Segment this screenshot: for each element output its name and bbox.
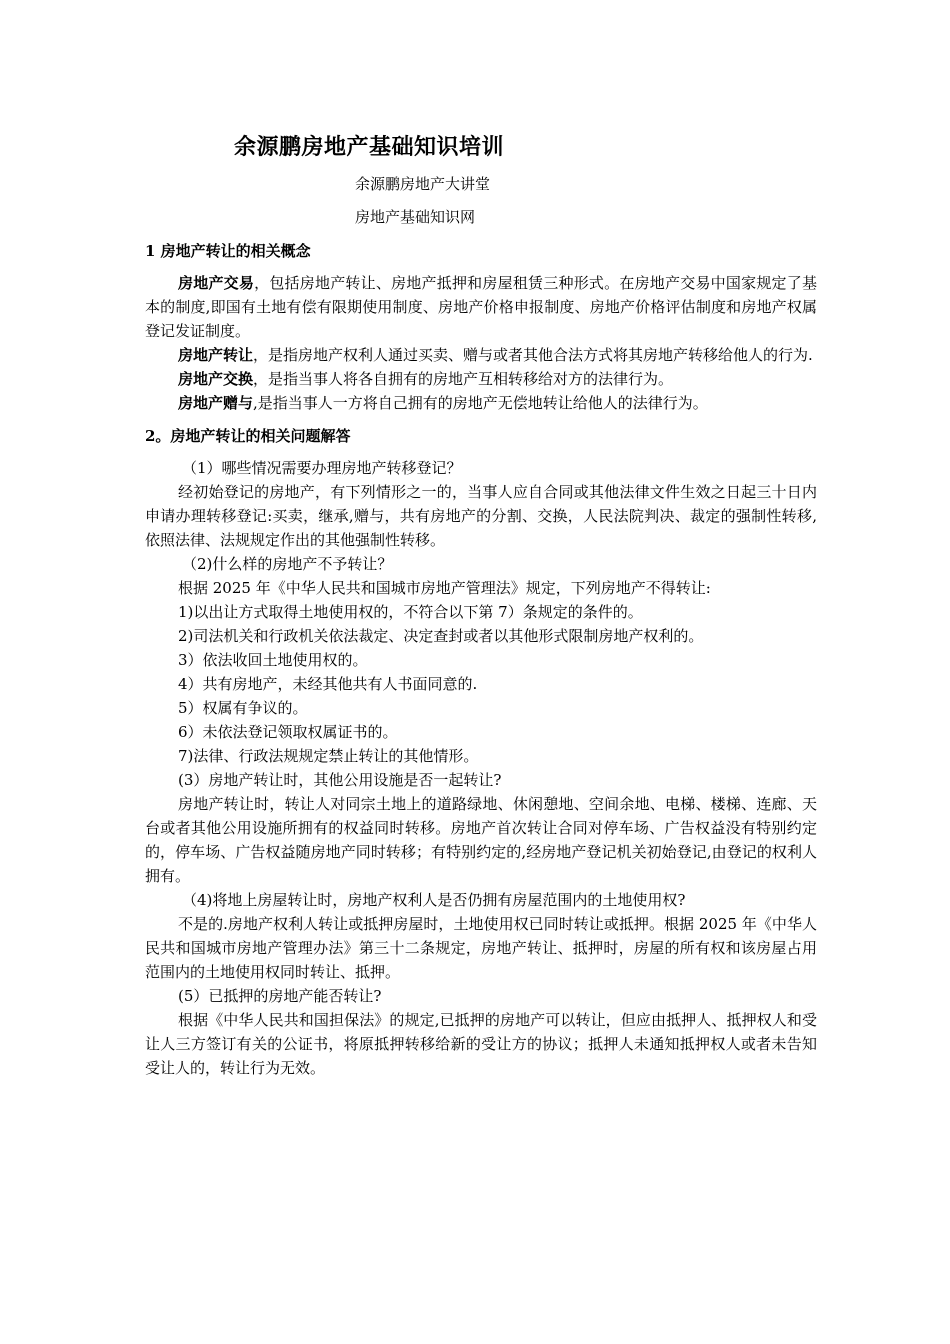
list-item: 7)法律、行政法规规定禁止转让的其他情形。 [178, 747, 479, 765]
paragraph: 经初始登记的房地产，有下列情形之一的，当事人应自合同或其他法律文件生效之日起三十日内申请办理转移登记:买卖，继承,赠与，共有房地产的分割、交换，人民法院判决、裁定的强制性转移,依照法律、法规规定作出的其他强制性转移。 [145, 483, 817, 549]
term: 房地产赠与 [178, 394, 254, 412]
question: (3）房地产转让时，其他公用设施是否一起转让? [178, 771, 502, 789]
list-item: 4）共有房地产，未经其他共有人书面同意的. [178, 675, 478, 693]
term: 房地产转让 [178, 346, 254, 364]
term: 房地产交易 [178, 274, 255, 292]
document-title: 余源鹏房地产基础知识培训 [234, 134, 505, 160]
term: 房地产交换 [178, 370, 254, 388]
section-heading: 2。房地产转让的相关问题解答 [145, 427, 351, 445]
paragraph: 根据 2025 年《中华人民共和国城市房地产管理法》规定，下列房地产不得转让: [178, 579, 711, 597]
question: （4)将地上房屋转让时，房地产权利人是否仍拥有房屋范围内的土地使用权? [182, 891, 686, 909]
document-subtitle: 余源鹏房地产大讲堂 [355, 175, 491, 193]
paragraph: 房地产赠与,是指当事人一方将自己拥有的房地产无偿地转让给他人的法律行为。 [178, 394, 708, 412]
paragraph: 房地产交易，包括房地产转让、房地产抵押和房屋租赁三种形式。在房地产交易中国家规定了基本的制度,即国有土地有偿有限期使用制度、房地产价格申报制度、房地产价格评估制度和房地产权属登记发证制度。 [145, 274, 817, 340]
document-body [145, 236, 817, 1080]
paragraph: 房地产交换，是指当事人将各自拥有的房地产互相转移给对方的法律行为。 [178, 370, 674, 388]
paragraph: 不是的.房地产权利人转让或抵押房屋时，土地使用权已同时转让或抵押。根据 2025 年《中华人民共和国城市房地产管理办法》第三十二条规定，房地产转让、抵押时，房屋的所有权和该房屋占用范围内的土地使用权同时转让、抵押。 [145, 915, 817, 981]
list-item: 5）权属有争议的。 [178, 699, 308, 717]
document-subtitle-site: 房地产基础知识网 [355, 208, 476, 226]
paragraph: 房地产转让时，转让人对同宗土地上的道路绿地、休闲憩地、空间余地、电梯、楼梯、连廊、天台或者其他公用设施所拥有的权益同时转移。房地产首次转让合同对停车场、广告权益没有特别约定的，停车场、广告权益随房地产同时转移；有特别约定的,经房地产登记机关初始登记,由登记的权利人拥有。 [145, 795, 817, 885]
list-item: 2)司法机关和行政机关依法裁定、决定查封或者以其他形式限制房地产权利的。 [178, 627, 704, 645]
list-item: 1)以出让方式取得土地使用权的，不符合以下第 7）条规定的条件的。 [178, 603, 643, 621]
paragraph: 房地产转让，是指房地产权利人通过买卖、赠与或者其他合法方式将其房地产转移给他人的行为. [178, 346, 813, 364]
list-item: 6）未依法登记领取权属证书的。 [178, 723, 398, 741]
paragraph: 根据《中华人民共和国担保法》的规定,已抵押的房地产可以转让，但应由抵押人、抵押权人和受让人三方签订有关的公证书，将原抵押转移给新的受让方的协议；抵押人未通知抵押权人或者未告知受让人的，转让行为无效。 [145, 1011, 817, 1077]
question: （1）哪些情况需要办理房地产转移登记？ [182, 459, 462, 477]
section-heading: 1 房地产转让的相关概念 [145, 242, 311, 260]
list-item: 3）依法收回土地使用权的。 [178, 651, 368, 669]
question: （2)什么样的房地产不予转让？ [182, 555, 393, 573]
question: (5）已抵押的房地产能否转让? [178, 987, 382, 1005]
